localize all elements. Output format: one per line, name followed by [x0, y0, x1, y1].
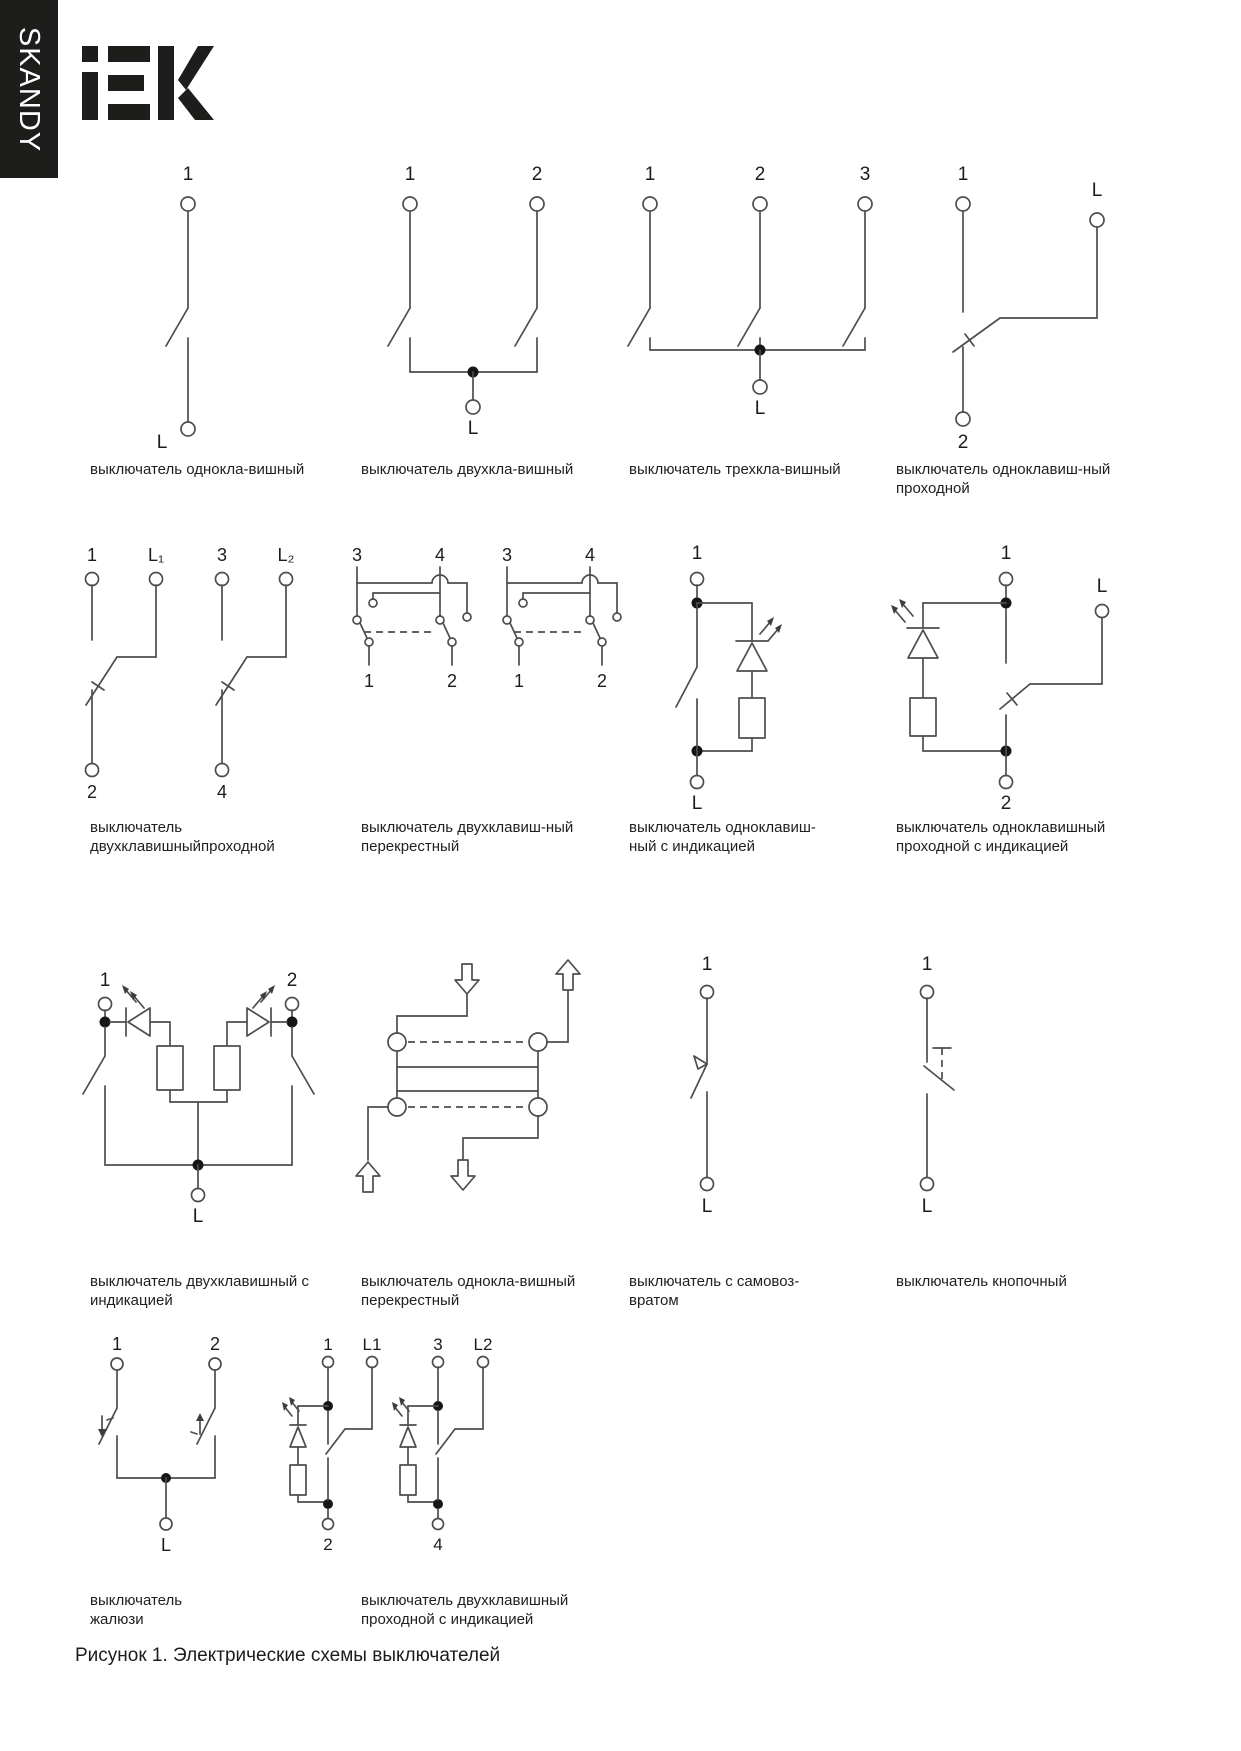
- terminal-label: 1: [691, 543, 703, 564]
- caption-line: выключатель двухклавишный с: [90, 1273, 309, 1290]
- terminal-label: 1: [323, 1335, 333, 1354]
- caption-triple-gang: [629, 460, 887, 479]
- caption-line: перекрестный: [361, 838, 460, 855]
- terminal-label: 1: [921, 954, 933, 975]
- caption-line: выключатель одноклавиш-: [629, 819, 816, 836]
- caption-line: выключатель одноклавишный: [896, 819, 1106, 836]
- terminal-label: 3: [501, 545, 513, 565]
- led-indicator: [891, 599, 939, 658]
- terminal-label: L: [160, 1535, 172, 1555]
- terminal-label: L₂: [277, 545, 295, 565]
- iek-logo: [82, 46, 214, 120]
- caption-double-gang-two-way-indicator: [361, 1591, 619, 1629]
- caption-line: выключатель однокла-вишный: [361, 1273, 576, 1290]
- terminal-label: L: [691, 793, 703, 814]
- terminal-label: L1: [362, 1335, 382, 1354]
- caption-line: выключатель двухкла-вишный: [361, 461, 574, 478]
- terminal-label: L: [1096, 576, 1108, 597]
- schematic-single-gang-crossover-switch: [330, 940, 630, 1260]
- schematic-double-gang-switch-with-indicator: [70, 960, 350, 1250]
- terminal-label: 2: [531, 164, 543, 185]
- terminal-label: 2: [209, 1334, 221, 1354]
- brand-spine-label: SKANDY: [13, 26, 46, 152]
- caption-double-gang-indicator: [90, 1272, 348, 1310]
- schematic-single-gang-switch-with-indicator: [640, 495, 830, 825]
- caption-line: перекрестный: [361, 1292, 460, 1309]
- arrow-down-icon: [455, 964, 479, 994]
- crossover-unit: [502, 545, 621, 691]
- caption-shutter: [90, 1591, 348, 1629]
- terminal-label: 2: [596, 671, 608, 691]
- down-direction-icon: [98, 1416, 113, 1437]
- terminal-label: 2: [957, 432, 969, 453]
- terminal-label: 1: [701, 954, 713, 975]
- caption-double-gang-two-way: [90, 818, 348, 856]
- terminal-label: L: [921, 1196, 933, 1217]
- caption-line: выключатель: [90, 819, 183, 836]
- terminal-label: L: [701, 1196, 713, 1217]
- schematic-triple-gang-switch: [620, 160, 880, 460]
- schematic-double-gang-two-way-switch: [70, 495, 350, 815]
- resistor: [910, 698, 936, 736]
- schematic-double-gang-crossover-switch: [310, 495, 620, 715]
- terminal-label: 3: [216, 545, 228, 565]
- terminal-label: 2: [446, 671, 458, 691]
- caption-line: проходной: [896, 480, 970, 497]
- caption-line: двухклавишныйпроходной: [90, 838, 275, 855]
- arrow-down-icon: [451, 1160, 475, 1190]
- schematic-single-gang-switch: [100, 160, 260, 470]
- caption-single-gang-indicator: [629, 818, 887, 856]
- two-way-indicator-unit: [392, 1335, 492, 1554]
- terminal-label: L: [754, 398, 766, 419]
- terminal-label: 1: [513, 671, 525, 691]
- crossover-unit: [352, 545, 471, 691]
- caption-double-gang-crossover: [361, 818, 619, 856]
- resistor: [214, 1046, 240, 1090]
- terminal-label: 2: [286, 970, 298, 991]
- schematic-double-gang-two-way-switch-with-indicator: [282, 1330, 635, 1580]
- terminal-label: 4: [584, 545, 596, 565]
- terminal-label: 2: [86, 782, 98, 802]
- terminal-label: 4: [433, 1535, 443, 1554]
- terminal-label: 1: [99, 970, 111, 991]
- schematic-double-gang-switch: [350, 160, 580, 460]
- schematic-self-return-switch: [650, 940, 800, 1255]
- up-direction-icon: [191, 1413, 204, 1434]
- terminal-label: L₁: [147, 545, 165, 565]
- terminal-label: 1: [644, 164, 656, 185]
- caption-self-return: [629, 1272, 887, 1310]
- terminal-label: 4: [434, 545, 446, 565]
- figure-caption: Рисунок 1. Электрические схемы выключателей: [75, 1645, 501, 1666]
- caption-push-button: [896, 1272, 1154, 1291]
- terminal-label: 3: [433, 1335, 443, 1354]
- terminal-label: 1: [363, 671, 375, 691]
- caption-line: вратом: [629, 1292, 679, 1309]
- terminal-label: 3: [351, 545, 363, 565]
- terminal-label: 1: [957, 164, 969, 185]
- resistor: [400, 1465, 416, 1495]
- led-indicator: [110, 985, 150, 1036]
- resistor: [157, 1046, 183, 1090]
- led-indicator: [247, 985, 287, 1036]
- caption-single-gang: [90, 460, 348, 479]
- two-way-indicator-unit: [282, 1335, 381, 1554]
- terminal-label: L: [467, 418, 479, 439]
- terminal-label: 1: [404, 164, 416, 185]
- caption-line: выключатель с самовоз-: [629, 1273, 800, 1290]
- terminal-label: 1: [86, 545, 98, 565]
- terminal-label: L2: [473, 1335, 493, 1354]
- caption-line: индикацией: [90, 1292, 173, 1309]
- resistor: [739, 698, 765, 738]
- caption-line: выключатель двухклавиш-ный: [361, 819, 574, 836]
- caption-line: выключатель трехкла-вишный: [629, 461, 841, 478]
- arrow-up-icon: [356, 1162, 380, 1192]
- terminal-label: 3: [859, 164, 871, 185]
- terminal-label: 2: [754, 164, 766, 185]
- brand-spine-banner: [0, 0, 58, 178]
- caption-line: проходной с индикацией: [361, 1611, 534, 1628]
- caption-line: выключатель однокла-вишный: [90, 461, 305, 478]
- terminal-label: 2: [323, 1535, 333, 1554]
- caption-single-gang-crossover: [361, 1272, 619, 1310]
- terminal-label: 1: [182, 164, 194, 185]
- caption-line: ный с индикацией: [629, 838, 755, 855]
- caption-line: выключатель двухклавишный: [361, 1592, 569, 1609]
- led-indicator: [736, 617, 782, 671]
- caption-line: выключатель: [90, 1592, 183, 1609]
- caption-line: выключатель одноклавиш-ный: [896, 461, 1111, 478]
- caption-line: жалюзи: [90, 1611, 144, 1628]
- terminal-label: 1: [1000, 543, 1012, 564]
- resistor: [290, 1465, 306, 1495]
- caption-single-gang-two-way: [896, 460, 1154, 498]
- caption-single-gang-two-way-indicator: [896, 818, 1154, 856]
- terminal-label: L: [156, 432, 168, 453]
- schematic-single-gang-two-way-switch-with-indicator: [880, 495, 1190, 825]
- terminal-label: L: [1091, 180, 1103, 201]
- terminal-label: 4: [216, 782, 228, 802]
- caption-double-gang: [361, 460, 619, 479]
- terminal-label: 1: [111, 1334, 123, 1354]
- schematic-push-button-switch: [860, 940, 1010, 1255]
- terminal-label: 2: [1000, 793, 1012, 814]
- schematic-single-gang-two-way-switch: [900, 160, 1160, 490]
- caption-line: проходной с индикацией: [896, 838, 1069, 855]
- arrow-up-icon: [556, 960, 580, 990]
- terminal-label: L: [192, 1206, 204, 1227]
- terminal-circle: [181, 197, 195, 211]
- caption-line: выключатель кнопочный: [896, 1273, 1067, 1290]
